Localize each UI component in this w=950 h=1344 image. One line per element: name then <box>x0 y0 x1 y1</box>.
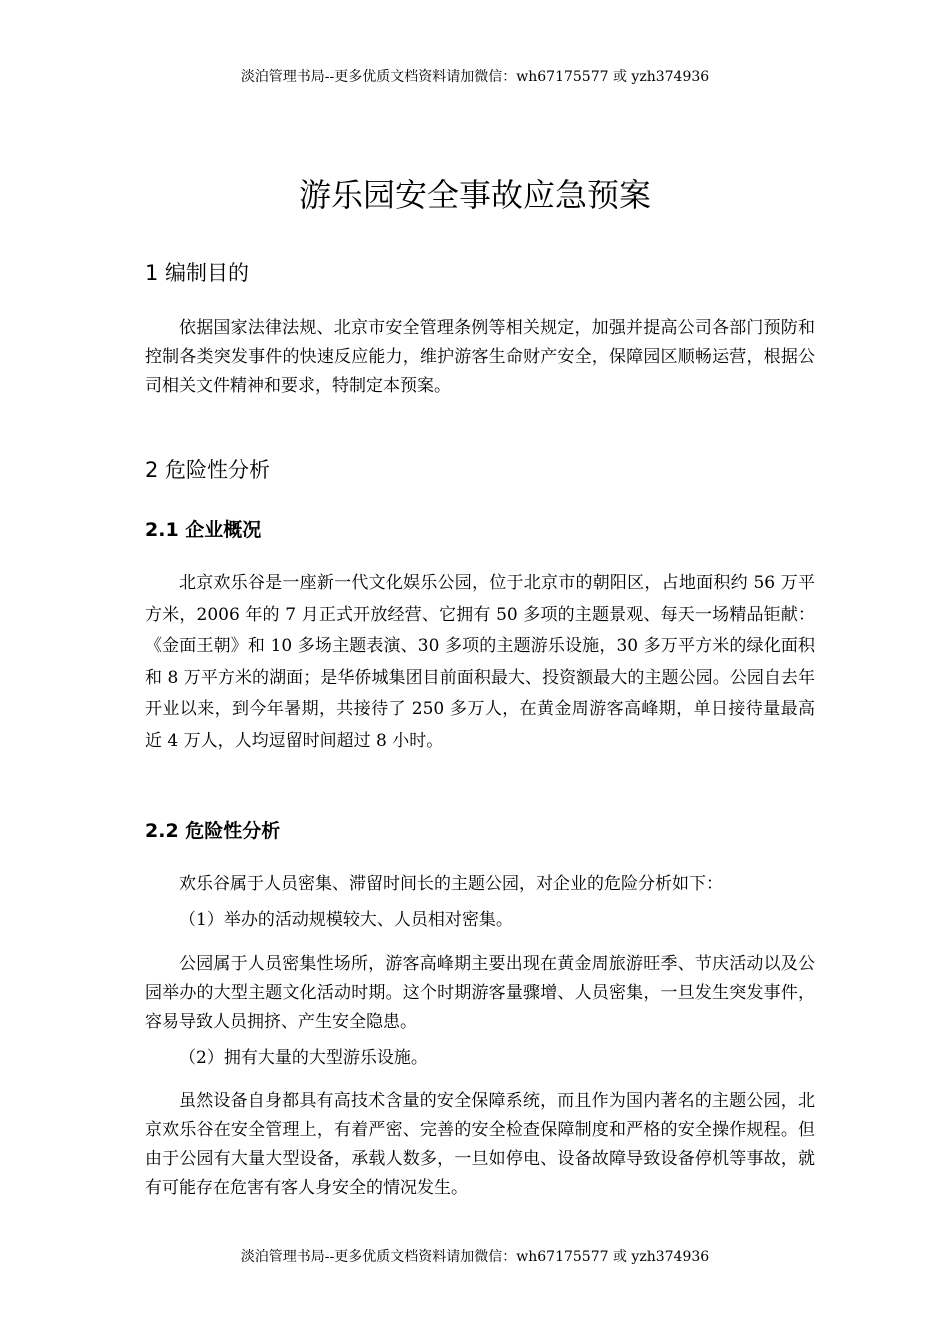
document-title: 游乐园安全事故应急预案 <box>298 176 651 214</box>
section-2-2-paragraph-1: 公园属于人员密集性场所，游客高峰期主要出现在黄金周旅游旺季、节庆活动以及公园举办的大型主题文化活动时期。这个时期游客量骤增、人员密集，一旦发生突发事件，容易导致人员拥挤、产生安全隐患。 <box>145 954 815 1032</box>
section-1-paragraph: 依据国家法律法规、北京市安全管理条例等相关规定，加强并提高公司各部门预防和控制各类突发事件的快速反应能力，维护游客生命财产安全，保障园区顺畅运营，根据公司相关文件精神和要求，特制定本预案。 <box>145 318 815 396</box>
section-2-1-heading: 2.1 企业概况 <box>145 519 262 541</box>
section-2-2-paragraph-2: 虽然设备自身都具有高技术含量的安全保障系统，而且作为国内著名的主题公园，北京欢乐谷在安全管理上，有着严密、完善的安全检查保障制度和严格的安全操作规程。但由于公园有大量大型设备，承载人数多，一旦如停电、设备故障导致设备停机等事故，就有可能存在危害有客人身安全的情况发生。 <box>145 1091 815 1198</box>
section-2-heading: 2 危险性分析 <box>145 458 271 482</box>
section-1-heading: 1 编制目的 <box>145 261 250 285</box>
section-2-1-paragraph: 北京欢乐谷是一座新一代文化娱乐公园，位于北京市的朝阳区，占地面积约 56 万平方米，2006 年的 7 月正式开放经营、它拥有 50 多项的主题景观、每天一场精品钜献：《金面王朝》和 10 多场主题表演、30 多项的主题游乐设施，30 多万平方米的绿化面积和 8 万平方米的湖面；是华侨城集团目前面积最大、投资额最大的主题公园。公园自去年开业以来，到今年暑期，共接待了 250 多万人，在黄金周游客高峰期，单日接待量最高近 4 万人，人均逗留时间超过 8 小时。 <box>145 573 815 751</box>
list-item-1: （1）举办的活动规模较大、人员相对密集。 <box>179 910 513 930</box>
section-2-2-heading: 2.2 危险性分析 <box>145 820 281 842</box>
page-header: 淡泊管理书局--更多优质文档资料请加微信：wh67175577 或 yzh374936 <box>240 69 710 85</box>
section-2-2-intro: 欢乐谷属于人员密集、滞留时间长的主题公园，对企业的危险分析如下： <box>179 874 723 894</box>
page-footer: 淡泊管理书局--更多优质文档资料请加微信：wh67175577 或 yzh374936 <box>240 1249 710 1265</box>
list-item-2: （2）拥有大量的大型游乐设施。 <box>179 1048 428 1068</box>
